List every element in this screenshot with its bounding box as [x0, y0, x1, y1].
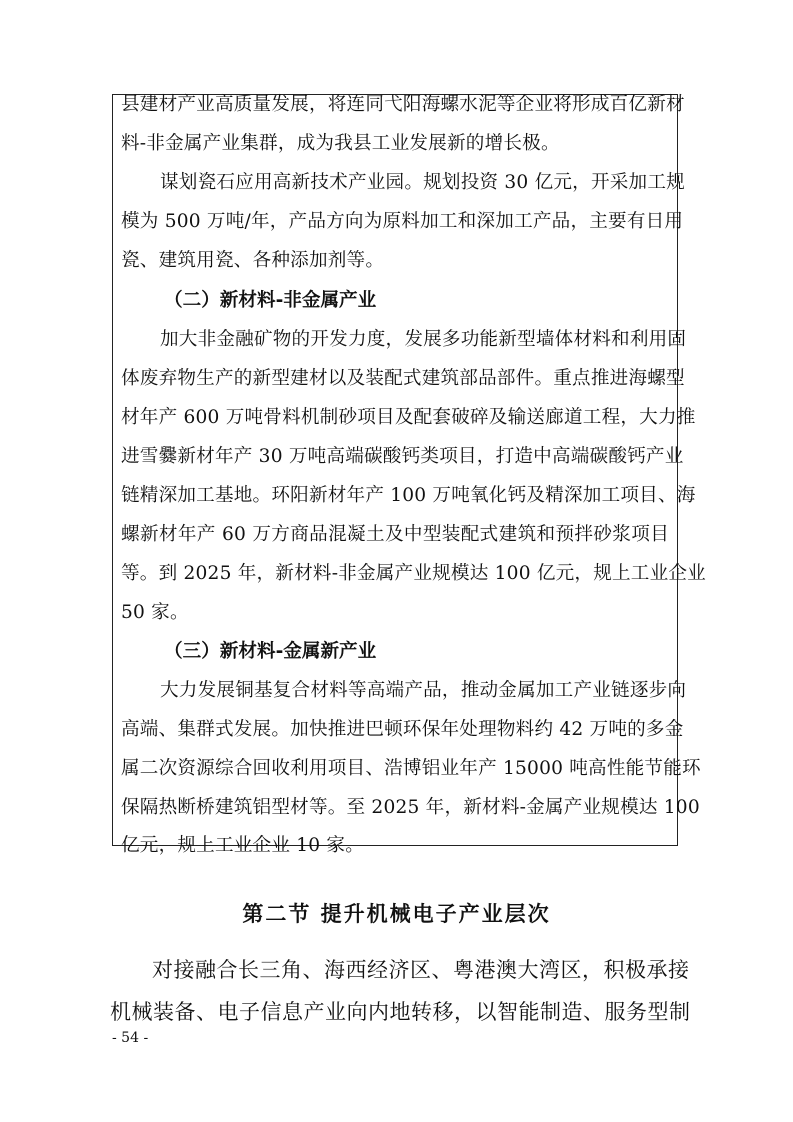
box-line-12: 螺新材年产 60 万方商品混凝土及中型装配式建筑和预拌砂浆项目: [121, 524, 669, 545]
box-line-9: 材年产 600 万吨骨料机制砂项目及配套破碎及输送廊道工程，大力推: [121, 407, 696, 428]
box-line-1: 县建材产业高质量发展，将连同弋阳海螺水泥等企业将形成百亿新材: [121, 94, 685, 115]
box-line-19: 保隔热断桥建筑铝型材等。至 2025 年，新材料-金属产业规模达 100: [121, 797, 700, 818]
box-line-18: 属二次资源综合回收利用项目、浩博铝业年产 15000 吨高性能节能环: [121, 758, 701, 779]
page-number: - 54 -: [112, 1030, 149, 1046]
box-line-11: 链精深加工基地。环阳新材年产 100 万吨氧化钙及精深加工项目、海: [121, 485, 696, 506]
subheading-metal: （三）新材料-金属新产业: [164, 641, 377, 662]
body-line-1: 对接融合长三角、海西经济区、粤港澳大湾区，积极承接: [152, 958, 690, 982]
box-line-2: 料-非金属产业集群，成为我县工业发展新的增长极。: [121, 133, 560, 154]
section-title: 第二节 提升机械电子产业层次: [242, 902, 551, 926]
body-line-2: 机械装备、电子信息产业向内地转移，以智能制造、服务型制: [110, 1000, 691, 1024]
box-line-5: 瓷、建筑用瓷、各种添加剂等。: [121, 250, 385, 271]
subheading-nonmetal: （二）新材料-非金属产业: [164, 290, 377, 311]
box-line-14: 50 家。: [121, 602, 189, 623]
box-line-17: 高端、集群式发展。加快推进巴顿环保年处理物料约 42 万吨的多金: [121, 719, 684, 740]
box-line-7: 加大非金融矿物的开发力度，发展多功能新型墙体材料和利用固: [160, 329, 687, 350]
box-line-8: 体废弃物生产的新型建材以及装配式建筑部品部件。重点推进海螺型: [121, 368, 685, 389]
box-line-3: 谋划瓷石应用高新技术产业园。规划投资 30 亿元，开采加工规: [160, 172, 685, 193]
box-line-16: 大力发展铜基复合材料等高端产品，推动金属加工产业链逐步向: [160, 680, 687, 701]
box-line-4: 模为 500 万吨/年，产品方向为原料加工和深加工产品，主要有日用: [121, 211, 684, 232]
box-line-10: 进雪爨新材年产 30 万吨高端碳酸钙类项目，打造中高端碳酸钙产业: [121, 446, 684, 467]
box-line-20: 亿元，规上工业企业 10 家。: [121, 835, 365, 856]
box-line-13: 等。到 2025 年，新材料-非金属产业规模达 100 亿元，规上工业企业: [121, 563, 706, 584]
